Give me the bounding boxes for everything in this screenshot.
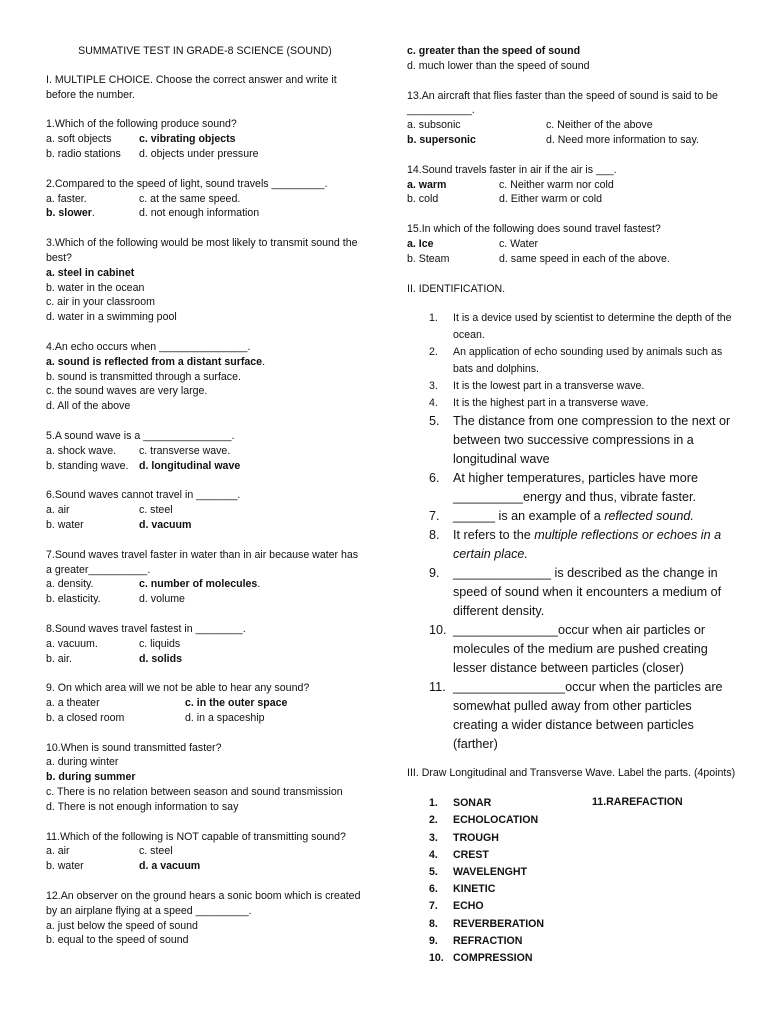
question-1: 1.Which of the following produce sound? a. soft objects c. vibrating objects b. radio stations d. objects under pressure <box>46 118 259 160</box>
left-column <box>46 44 364 963</box>
list-item: 1. It is a device used by scientist to determine the depth of the ocean. <box>429 312 732 342</box>
question-3: 3.Which of the following would be most likely to transmit sound the best? a. steel in cabinet b. water in the ocean c. air in your classroom d. water in a swimming pool <box>46 237 358 324</box>
section-3-heading: III. Draw Longitudinal and Transverse Wave. Label the parts. (4points) <box>407 767 736 780</box>
question-2: 2.Compared to the speed of light, sound travels _________. a. faster. c. at the same speed. b. slower. d. not enough information <box>46 177 328 220</box>
page-title: SUMMATIVE TEST IN GRADE-8 SCIENCE (SOUND) <box>78 45 332 57</box>
list-item: 6. At higher temperatures, particles have more __________energy and thus, vibrate faster. <box>429 471 698 505</box>
list-item: 8. It refers to the multiple reflections or echoes in a certain place. <box>429 528 722 562</box>
list-item: 2. An application of echo sounding used by animals such as bats and dolphins. <box>429 346 723 376</box>
list-item: 3. TROUGH <box>429 831 499 844</box>
list-item: 11. ________________occur when the particles are somewhat pulled away from other particles creating a wider distance between particles (farther) <box>429 680 723 752</box>
question-14: 14.Sound travels faster in air if the air is ___. a. warm c. Neither warm nor cold b. cold d. Either warm or cold <box>407 163 617 206</box>
list-item: 7. ECHO <box>429 900 484 913</box>
section-2-heading: II. IDENTIFICATION. <box>407 282 506 295</box>
identification-list <box>407 310 737 754</box>
question-15: 15.In which of the following does sound travel fastest? a. Ice c. Water b. Steam d. same speed in each of the above. <box>407 223 670 265</box>
list-item: 3. It is the lowest part in a transverse wave. <box>429 380 645 393</box>
list-item: 4. It is the highest part in a transverse wave. <box>429 397 649 410</box>
question-6: 6.Sound waves cannot travel in _______. a. air c. steel b. water d. vacuum <box>46 489 241 531</box>
list-item: 9. REFRACTION <box>429 934 523 947</box>
question-5: 5.A sound wave is a _______________. a. shock wave. c. transverse wave. b. standing wave. d. longitudinal wave <box>46 429 241 472</box>
question-10: 10.When is sound transmitted faster? a. during winter b. during summer c. There is no relation between season and sound transmission d. There is not enough information to say <box>46 741 343 813</box>
list-item: 6. KINETIC <box>429 883 496 896</box>
answer-key <box>407 795 737 967</box>
section-1-instructions: I. MULTIPLE CHOICE. Choose the correct answer and write it before the number. <box>46 73 337 101</box>
right-column <box>407 44 737 967</box>
question-12: 12.An observer on the ground hears a sonic boom which is created by an airplane flying at a speed _________. a. just below the speed of sound b. equal to the speed of sound <box>46 890 361 947</box>
question-12-continued: c. greater than the speed of sound d. much lower than the speed of sound <box>407 45 590 72</box>
question-11: 11.Which of the following is NOT capable of transmitting sound? a. air c. steel b. water d. a vacuum <box>46 830 346 873</box>
question-7: 7.Sound waves travel faster in water than in air because water has a greater__________. a. density. c. number of molecules. b. elasticity. d. volume <box>46 548 359 606</box>
list-item: 9. ______________ is described as the change in speed of sound when it encounters a medium of different density. <box>429 566 722 619</box>
question-4: 4.An echo occurs when _______________. a. sound is reflected from a distant surface. b. sound is transmitted through a surface. c. the sound waves are very large. d. All of the above <box>46 340 266 413</box>
list-item: 5. WAVELENGHT <box>429 865 527 878</box>
list-item: 2. ECHOLOCATION <box>429 814 539 827</box>
list-item: 10. COMPRESSION <box>429 951 533 964</box>
list-item: 8. REVERBERATION <box>429 917 545 930</box>
question-8: 8.Sound waves travel fastest in ________. a. vacuum. c. liquids b. air. d. solids <box>46 622 246 665</box>
list-item: 1. SONAR <box>429 797 492 810</box>
list-item: 10. _______________occur when air particles or molecules of the medium are pushed creating lesser distance between particles (closer) <box>429 623 708 676</box>
list-item: 4. CREST <box>429 848 489 861</box>
list-item: 5. The distance from one compression to the next or between two successive compressions in a longitudinal wave <box>429 414 731 467</box>
question-13: 13.An aircraft that flies faster than the speed of sound is said to be ___________. a. subsonic c. Neither of the above b. supersonic d. Need more information to say. <box>407 89 718 146</box>
answer-11: 11.RAREFACTION <box>592 796 683 809</box>
list-item: 7. ______ is an example of a reflected sound. <box>429 509 694 524</box>
question-9: 9. On which area will we not be able to hear any sound? a. a theater c. in the outer space b. a closed room d. in a spaceship <box>46 682 310 724</box>
